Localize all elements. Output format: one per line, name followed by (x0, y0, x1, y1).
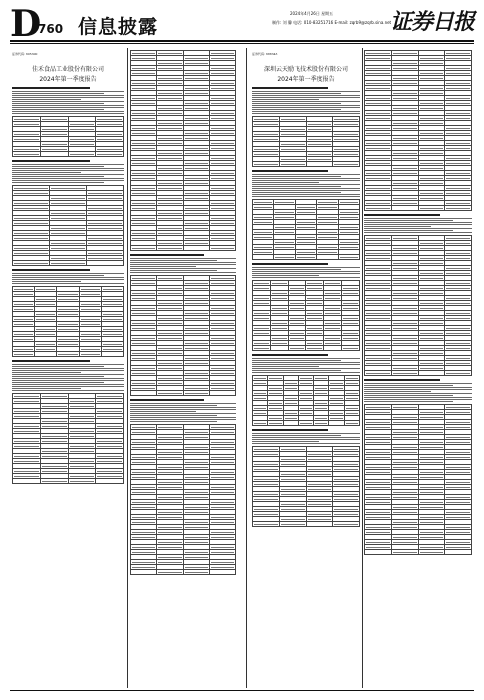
table-cell (306, 522, 333, 527)
table-cell (283, 421, 298, 426)
fine-print-block (12, 160, 124, 183)
text-line (252, 174, 360, 175)
text-line (252, 267, 360, 268)
text-line (12, 376, 104, 377)
table-row (13, 479, 124, 484)
table-cell (68, 152, 96, 157)
fine-print-block (12, 269, 124, 284)
text-line (12, 176, 104, 177)
text-line (130, 405, 217, 406)
table-cell (298, 421, 313, 426)
fine-print-block (364, 379, 472, 402)
fine-print-block (364, 214, 472, 233)
text-line (12, 277, 124, 278)
text-line (252, 443, 360, 444)
table-row (131, 570, 236, 575)
text-line (130, 407, 236, 408)
column-3 (252, 48, 360, 688)
table-cell (157, 391, 183, 396)
text-line (252, 271, 360, 272)
data-table (364, 404, 472, 555)
table-cell (253, 255, 274, 260)
text-line (130, 415, 217, 416)
text-line (12, 178, 124, 179)
text-line (252, 176, 341, 177)
text-line (12, 103, 104, 104)
text-line (130, 411, 196, 412)
table-cell (445, 371, 472, 376)
text-line (364, 232, 472, 233)
table-cell (342, 346, 360, 351)
table-row (253, 162, 360, 167)
table-cell (391, 550, 418, 555)
text-line (252, 188, 360, 189)
text-line (252, 113, 360, 114)
text-line (130, 417, 236, 418)
table-cell (87, 261, 124, 266)
table-cell (314, 421, 329, 426)
table-cell (418, 206, 445, 211)
table-cell (40, 479, 68, 484)
table-cell (418, 371, 445, 376)
table-row (131, 246, 236, 251)
text-line (364, 389, 472, 390)
fine-print-block (12, 360, 124, 391)
table-cell (13, 261, 50, 266)
table-cell (13, 152, 41, 157)
text-line (252, 180, 360, 181)
table-row (13, 261, 124, 266)
column-4 (364, 48, 472, 688)
text-line (252, 269, 341, 270)
text-line (252, 91, 360, 92)
text-line (12, 374, 124, 375)
text-line (364, 385, 453, 386)
text-line (12, 101, 124, 102)
text-line (364, 395, 453, 396)
text-line (12, 283, 124, 284)
page-bottom-rule (10, 690, 474, 691)
masthead-rule-thin (10, 43, 474, 44)
text-line (252, 441, 319, 442)
page-number: 760 (38, 22, 64, 36)
text-line (12, 384, 124, 385)
text-line (364, 399, 472, 400)
text-line (12, 180, 124, 181)
text-line (12, 382, 104, 383)
table-cell (253, 522, 280, 527)
table-row (253, 522, 360, 527)
text-line (252, 184, 360, 185)
table-cell (295, 255, 316, 260)
data-table (12, 393, 124, 484)
data-table (12, 286, 124, 357)
data-table (252, 116, 360, 167)
table-cell (13, 352, 35, 357)
company-name: 深圳云天励飞技术股份有限公司 (263, 66, 348, 73)
report-title: 2024年第一季度报告 (39, 76, 97, 83)
data-table (364, 50, 472, 211)
table-cell (131, 391, 157, 396)
data-table (130, 50, 236, 251)
table-cell (279, 162, 306, 167)
table-cell (157, 246, 183, 251)
table-row (253, 421, 360, 426)
table-cell (306, 346, 324, 351)
fine-print-block (12, 87, 124, 114)
text-line (364, 218, 472, 219)
masthead-rule (10, 40, 474, 42)
text-line (252, 95, 360, 96)
text-line (12, 99, 81, 100)
fine-print-block (252, 170, 360, 197)
text-line (364, 230, 453, 231)
data-table (130, 424, 236, 575)
table-cell (35, 352, 57, 357)
table-cell (131, 570, 157, 575)
text-line (252, 109, 341, 110)
fine-print-block (130, 254, 236, 273)
text-line (252, 360, 341, 361)
table-row (365, 206, 472, 211)
editor-line: 制作: 刘 馨 电话: 010-83251716 E-mail: zqrb9@zqrb.sina.net (272, 20, 392, 25)
text-line (12, 366, 104, 367)
text-line (252, 105, 360, 106)
table-cell (391, 371, 418, 376)
text-line (12, 168, 124, 169)
table-cell (183, 391, 209, 396)
text-line (12, 390, 124, 391)
text-line (12, 107, 124, 108)
text-line (12, 97, 124, 98)
text-line (130, 270, 217, 271)
text-line (12, 370, 124, 371)
newspaper-logo: 证券日报 (390, 9, 475, 35)
text-line (130, 413, 236, 414)
text-line (252, 366, 319, 367)
column-divider (127, 48, 128, 688)
text-line (364, 391, 431, 392)
table-cell (40, 152, 68, 157)
table-cell (338, 255, 359, 260)
text-line (252, 190, 360, 191)
text-line (252, 439, 360, 440)
date-line: 2024年4月26日 星期五 (290, 11, 334, 16)
table-cell (157, 570, 183, 575)
data-table (364, 235, 472, 376)
table-cell (344, 421, 359, 426)
report-title: 2024年第一季度报告 (277, 76, 335, 83)
table-cell (268, 421, 283, 426)
table-cell (209, 391, 235, 396)
text-line (252, 435, 341, 436)
text-line (252, 368, 360, 369)
section-title: 信息披露 (78, 16, 159, 38)
text-line (12, 93, 104, 94)
text-line (364, 222, 472, 223)
table-cell (288, 346, 306, 351)
text-line (12, 164, 124, 165)
column-1 (12, 48, 124, 688)
table-cell (183, 570, 209, 575)
text-line (252, 101, 360, 102)
table-cell (306, 162, 333, 167)
table-row (13, 352, 124, 357)
text-line (12, 170, 124, 171)
fine-print-block (130, 399, 236, 422)
text-line (12, 113, 124, 114)
data-table (130, 275, 236, 396)
text-line (252, 97, 360, 98)
text-line (12, 273, 124, 274)
text-line (252, 358, 360, 359)
text-line (252, 178, 360, 179)
table-cell (96, 479, 124, 484)
table-cell (253, 162, 280, 167)
text-line (252, 275, 319, 276)
table-row (365, 371, 472, 376)
stock-code: 证券代码: 605300 (12, 52, 38, 56)
table-cell (79, 352, 101, 357)
text-line (364, 393, 472, 394)
text-line (252, 437, 360, 438)
table-cell (279, 522, 306, 527)
table-cell (317, 255, 338, 260)
table-cell (365, 206, 392, 211)
table-cell (391, 206, 418, 211)
table-cell (445, 206, 472, 211)
table-row (13, 152, 124, 157)
table-cell (333, 162, 360, 167)
text-line (252, 364, 360, 365)
table-row (131, 391, 236, 396)
text-line (12, 275, 104, 276)
text-line (12, 105, 124, 106)
page-letter: D (10, 3, 42, 45)
text-line (364, 383, 472, 384)
data-table (252, 446, 360, 527)
text-line (252, 194, 360, 195)
table-cell (13, 479, 41, 484)
table-cell (68, 479, 96, 484)
text-line (12, 174, 124, 175)
text-line (252, 93, 341, 94)
table-row (253, 255, 360, 260)
table-cell (96, 152, 124, 157)
text-line (252, 196, 360, 197)
text-line (12, 166, 104, 167)
text-line (130, 421, 217, 422)
text-line (130, 268, 236, 269)
text-line (12, 388, 81, 389)
text-line (12, 109, 104, 110)
data-table (252, 375, 360, 426)
text-line (12, 386, 124, 387)
text-line (130, 409, 236, 410)
fine-print-block (252, 354, 360, 373)
column-2 (130, 48, 236, 688)
text-line (252, 99, 319, 100)
table-cell (131, 246, 157, 251)
table-cell (324, 346, 342, 351)
table-cell (50, 261, 87, 266)
table-cell (274, 255, 295, 260)
text-line (252, 273, 360, 274)
text-line (12, 279, 124, 280)
table-row (253, 346, 360, 351)
data-table (252, 199, 360, 260)
table-cell (365, 371, 392, 376)
table-row (365, 550, 472, 555)
text-line (252, 111, 360, 112)
table-cell (183, 246, 209, 251)
text-line (12, 95, 124, 96)
fine-print-block (252, 87, 360, 114)
text-line (252, 182, 319, 183)
text-line (12, 182, 104, 183)
text-line (130, 266, 196, 267)
table-cell (209, 570, 235, 575)
data-table (252, 280, 360, 351)
text-line (130, 260, 217, 261)
table-cell (333, 522, 360, 527)
text-line (12, 172, 81, 173)
company-name: 佳禾食品工业股份有限公司 (31, 66, 104, 73)
text-line (12, 378, 124, 379)
text-line (252, 370, 341, 371)
text-line (12, 368, 124, 369)
table-cell (365, 550, 392, 555)
text-line (12, 372, 81, 373)
text-line (252, 372, 360, 373)
stock-code: 证券代码: 688343 (252, 52, 278, 56)
text-line (252, 186, 341, 187)
text-line (252, 433, 360, 434)
text-line (130, 272, 236, 273)
table-cell (209, 246, 235, 251)
text-line (364, 228, 472, 229)
text-line (252, 103, 341, 104)
text-line (364, 387, 472, 388)
text-line (12, 91, 124, 92)
table-cell (253, 421, 268, 426)
table-cell (445, 550, 472, 555)
column-divider (362, 48, 363, 688)
text-line (252, 277, 360, 278)
table-cell (270, 346, 288, 351)
text-line (12, 380, 124, 381)
text-line (364, 224, 472, 225)
table-cell (57, 352, 79, 357)
table-cell (101, 352, 123, 357)
text-line (364, 401, 453, 402)
text-line (252, 362, 360, 363)
table-cell (418, 550, 445, 555)
text-line (12, 111, 124, 112)
text-line (252, 192, 341, 193)
fine-print-block (252, 429, 360, 444)
data-table (12, 116, 124, 157)
table-cell (329, 421, 344, 426)
text-line (364, 397, 472, 398)
text-line (364, 220, 453, 221)
column-divider (246, 48, 247, 688)
table-cell (253, 346, 271, 351)
text-line (130, 264, 236, 265)
text-line (130, 403, 236, 404)
text-line (12, 364, 124, 365)
text-line (12, 281, 81, 282)
text-line (130, 262, 236, 263)
fine-print-block (252, 263, 360, 278)
text-line (130, 258, 236, 259)
text-line (252, 107, 360, 108)
data-table (12, 185, 124, 266)
text-line (130, 419, 236, 420)
text-line (364, 226, 431, 227)
